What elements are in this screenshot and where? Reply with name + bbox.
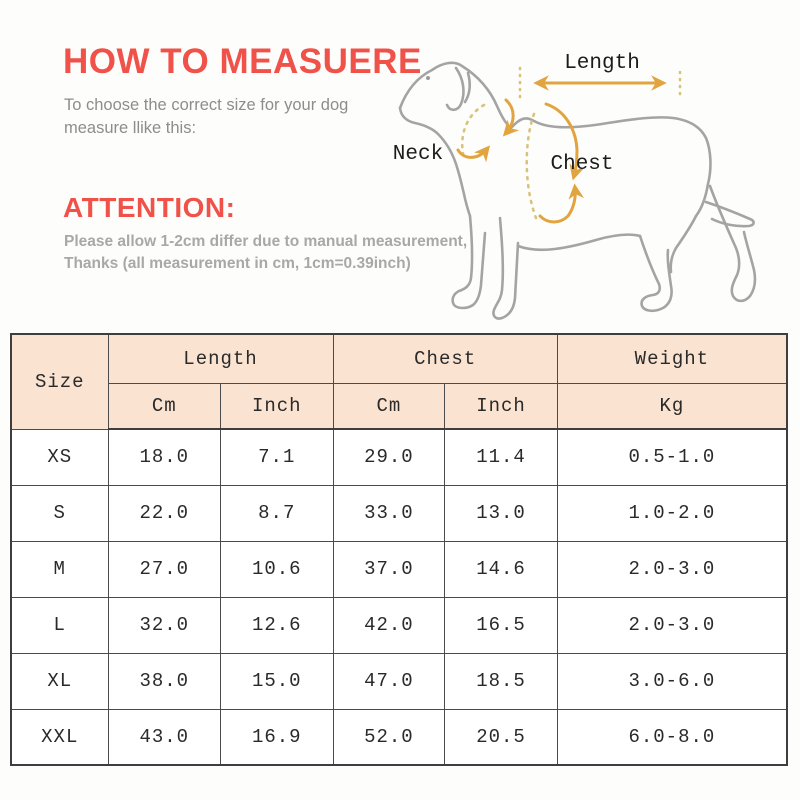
neck-arrow <box>458 149 487 157</box>
header-size: Size <box>11 334 108 429</box>
chest-label: Chest <box>550 153 614 176</box>
size-cell: XXL <box>11 709 108 765</box>
chest-inch-cell: 16.5 <box>445 597 558 653</box>
chest-cm-cell: 29.0 <box>333 429 445 485</box>
length-cm-cell: 27.0 <box>108 541 221 597</box>
header-chest-inch: Inch <box>445 383 558 429</box>
chest-cm-cell: 33.0 <box>333 485 445 541</box>
weight-cell: 2.0-3.0 <box>557 541 787 597</box>
length-inch-cell: 15.0 <box>221 653 334 709</box>
table-row-xxl <box>11 709 787 765</box>
chest-cm-cell: 37.0 <box>333 541 445 597</box>
table-row-xs <box>11 429 787 485</box>
header-chest-cm: Cm <box>333 383 445 429</box>
neck-label: Neck <box>392 143 444 166</box>
page-title: HOW TO MEASUERE <box>63 42 422 81</box>
subtitle-line2: measure llike this: <box>64 118 197 137</box>
weight-cell: 0.5-1.0 <box>557 429 787 485</box>
length-cm-cell: 32.0 <box>108 597 221 653</box>
weight-cell: 2.0-3.0 <box>557 597 787 653</box>
length-cm-cell: 38.0 <box>108 653 221 709</box>
weight-cell: 3.0-6.0 <box>557 653 787 709</box>
header-kg: Kg <box>557 383 787 429</box>
dog-measurement-diagram <box>388 28 800 330</box>
table-row-m <box>11 541 787 597</box>
length-cm-cell: 18.0 <box>108 429 221 485</box>
dog-outline-icon <box>400 63 755 319</box>
size-cell: L <box>11 597 108 653</box>
chest-inch-cell: 18.5 <box>445 653 558 709</box>
header-weight: Weight <box>557 334 787 383</box>
header-length-inch: Inch <box>221 383 334 429</box>
header-length: Length <box>108 334 333 383</box>
weight-cell: 1.0-2.0 <box>557 485 787 541</box>
length-cm-cell: 43.0 <box>108 709 221 765</box>
subtitle-line1: To choose the correct size for your dog <box>64 96 349 114</box>
neck-girth-dashed-arc <box>462 105 484 158</box>
length-label: Length <box>564 52 640 75</box>
length-inch-cell: 7.1 <box>221 429 334 485</box>
chest-up-arrow <box>540 188 575 222</box>
chest-inch-cell: 11.4 <box>445 429 558 485</box>
attention-heading: ATTENTION: <box>63 192 236 223</box>
length-inch-cell: 16.9 <box>221 709 334 765</box>
chest-cm-cell: 42.0 <box>333 597 445 653</box>
size-cell: XL <box>11 653 108 709</box>
chest-cm-cell: 52.0 <box>333 709 445 765</box>
size-cell: M <box>11 541 108 597</box>
table-row-xl <box>11 653 787 709</box>
table-row-l <box>11 597 787 653</box>
weight-cell: 6.0-8.0 <box>557 709 787 765</box>
length-inch-cell: 12.6 <box>221 597 334 653</box>
length-cm-cell: 22.0 <box>108 485 221 541</box>
table-row-s <box>11 485 787 541</box>
chest-inch-cell: 14.6 <box>445 541 558 597</box>
chest-inch-cell: 13.0 <box>445 485 558 541</box>
size-cell: S <box>11 485 108 541</box>
chest-inch-cell: 20.5 <box>445 709 558 765</box>
chest-girth-dashed-arc <box>527 114 536 218</box>
header-group-row <box>11 334 787 383</box>
length-inch-cell: 10.6 <box>221 541 334 597</box>
size-table-container <box>10 333 788 766</box>
subtitle <box>64 94 348 140</box>
chest-cm-cell: 47.0 <box>333 653 445 709</box>
header-length-cm: Cm <box>108 383 221 429</box>
size-table <box>10 333 788 766</box>
attention-line1: Please allow 1-2cm differ due to manual measurement, <box>64 233 468 250</box>
attention-line2: Thanks (all measurement in cm, 1cm=0.39inch) <box>64 255 411 273</box>
header-unit-row <box>11 383 787 429</box>
size-cell: XS <box>11 429 108 485</box>
dotted-guides <box>462 68 680 218</box>
header-chest: Chest <box>333 334 557 383</box>
length-inch-cell: 8.7 <box>221 485 334 541</box>
